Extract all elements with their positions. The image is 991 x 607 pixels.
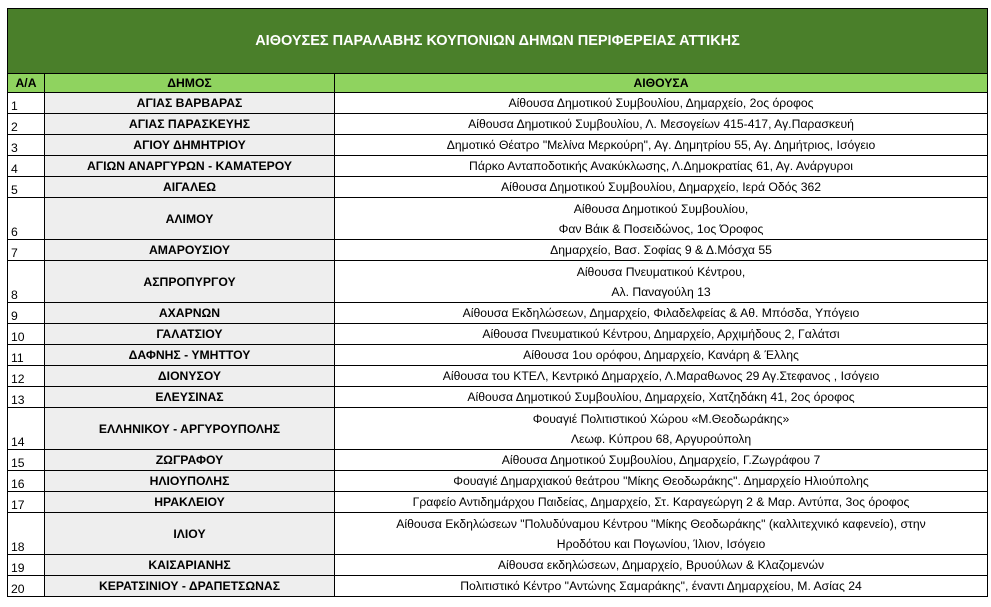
- table-row: [8, 324, 988, 345]
- table-row: [8, 471, 988, 492]
- aithousa-cell[interactable]: [335, 324, 988, 345]
- table-row: [8, 303, 988, 324]
- table-row: [8, 450, 988, 471]
- table-row: [8, 492, 988, 513]
- aithousa-cell[interactable]: [335, 576, 988, 597]
- aithousa-line: Αίθουσα Εκδηλώσεων, Δημαρχείο, Φιλαδελφείας & Αθ. Μπόσδα, Υπόγειο: [462, 306, 860, 320]
- row-number-cell[interactable]: 4: [8, 156, 45, 177]
- aithousa-cell[interactable]: [335, 492, 988, 513]
- dimos-cell[interactable]: ΓΑΛΑΤΣΙΟΥ: [45, 324, 335, 345]
- row-number-cell[interactable]: 19: [8, 555, 45, 576]
- aithousa-cell[interactable]: [335, 555, 988, 576]
- row-number-cell[interactable]: 1: [8, 93, 45, 114]
- aithousa-line: Αίθουσα 1ου ορόφου, Δημαρχείο, Κανάρη & Έλλης: [523, 348, 799, 362]
- column-header-dimos: ΔΗΜΟΣ: [45, 74, 335, 93]
- dimos-cell[interactable]: ΗΛΙΟΥΠΟΛΗΣ: [45, 471, 335, 492]
- row-number-cell[interactable]: 11: [8, 345, 45, 366]
- dimos-cell[interactable]: ΖΩΓΡΑΦΟΥ: [45, 450, 335, 471]
- column-header-aithousa: ΑΙΘΟΥΣΑ: [335, 74, 988, 93]
- dimos-cell[interactable]: ΑΙΓΑΛΕΩ: [45, 177, 335, 198]
- table-row: [8, 387, 988, 408]
- aithousa-line: Αίθουσα Δημοτικού Συμβουλίου, Δημαρχείο, 2ος όροφος: [508, 96, 814, 110]
- aithousa-line: Αίθουσα του ΚΤΕΛ, Κεντρικό Δημαρχείο, Λ.Μαραθωνος 29 Αγ.Στεφανος , Ισόγειο: [442, 369, 880, 383]
- dimos-cell[interactable]: ΑΓΙΟΥ ΔΗΜΗΤΡΙΟΥ: [45, 135, 335, 156]
- aithousa-cell[interactable]: [335, 114, 988, 135]
- aithousa-cell[interactable]: [335, 513, 988, 555]
- dimos-cell[interactable]: ΗΡΑΚΛΕΙΟΥ: [45, 492, 335, 513]
- row-number-cell[interactable]: 16: [8, 471, 45, 492]
- aithousa-cell[interactable]: [335, 471, 988, 492]
- aithousa-line: Αίθουσα Δημοτικού Συμβουλίου,: [573, 201, 749, 216]
- row-number-cell[interactable]: 13: [8, 387, 45, 408]
- row-number-cell[interactable]: 5: [8, 177, 45, 198]
- aithousa-cell[interactable]: [335, 450, 988, 471]
- dimos-cell[interactable]: ΔΙΟΝΥΣΟΥ: [45, 366, 335, 387]
- aithousa-line: Αίθουσα Δημοτικού Συμβουλίου, Δημαρχείο, Χατζηδάκη 41, 2ος όροφος: [467, 390, 855, 404]
- row-number-cell[interactable]: 2: [8, 114, 45, 135]
- aithousa-cell[interactable]: [335, 93, 988, 114]
- dimos-cell[interactable]: ΚΕΡΑΤΣΙΝΙΟΥ - ΔΡΑΠΕΤΣΩΝΑΣ: [45, 576, 335, 597]
- dimos-cell[interactable]: ΑΧΑΡΝΩΝ: [45, 303, 335, 324]
- aithousa-cell[interactable]: [335, 177, 988, 198]
- aithousa-line: Αίθουσα Πνευματικού Κέντρου,: [576, 264, 746, 279]
- aithousa-line: Πάρκο Ανταποδοτικής Ανακύκλωσης, Λ.Δημοκρατίας 61, Αγ. Ανάργυροι: [469, 159, 853, 173]
- aithousa-line: Δημαρχείο, Βασ. Σοφίας 9 & Δ.Μόσχα 55: [550, 243, 772, 257]
- row-number-cell[interactable]: 6: [8, 198, 45, 240]
- aithousa-cell[interactable]: [335, 240, 988, 261]
- aithousa-line: Αίθουσα Πνευματικού Κέντρου, Δημαρχείο, Αρχιμήδους 2, Γαλάτσι: [482, 327, 840, 341]
- table-row: [8, 198, 988, 240]
- aithousa-cell[interactable]: [335, 261, 988, 303]
- table-row: [8, 513, 988, 555]
- row-number-cell[interactable]: 20: [8, 576, 45, 597]
- table-row: [8, 345, 988, 366]
- table-row: [8, 114, 988, 135]
- table-row: [8, 555, 988, 576]
- dimos-cell[interactable]: ΔΑΦΝΗΣ - ΥΜΗΤΤΟΥ: [45, 345, 335, 366]
- aithousa-cell[interactable]: [335, 135, 988, 156]
- row-number-cell[interactable]: 14: [8, 408, 45, 450]
- aithousa-cell[interactable]: [335, 303, 988, 324]
- aithousa-cell[interactable]: [335, 345, 988, 366]
- aithousa-line: Λεωφ. Κύπρου 68, Αργυρούπολη: [570, 431, 752, 446]
- dimos-cell[interactable]: ΑΓΙΑΣ ΒΑΡΒΑΡΑΣ: [45, 93, 335, 114]
- table-row: [8, 177, 988, 198]
- table-row: [8, 366, 988, 387]
- table-body: [8, 93, 988, 597]
- aithousa-line: Πολιτιστικό Κέντρο "Αντώνης Σαμαράκης", έναντι Δημαρχείου, Μ. Ασίας 24: [460, 579, 862, 593]
- row-number-cell[interactable]: 9: [8, 303, 45, 324]
- aithousa-line: Φουαγιέ Δημαρχιακού θεάτρου "Μίκης Θεοδωράκης". Δημαρχείο Ηλιούπολης: [453, 474, 869, 488]
- dimos-cell[interactable]: ΕΛΕΥΣΙΝΑΣ: [45, 387, 335, 408]
- aithousa-line: Δημοτικό Θέατρο "Μελίνα Μερκούρη", Αγ. Δημητρίου 55, Αγ. Δημήτριος, Ισόγειο: [446, 138, 876, 152]
- aithousa-cell[interactable]: [335, 198, 988, 240]
- row-number-cell[interactable]: 8: [8, 261, 45, 303]
- aithousa-line: Φουαγιέ Πολιτιστικού Χώρου «Μ.Θεοδωράκης»: [532, 411, 790, 426]
- aithousa-cell[interactable]: [335, 408, 988, 450]
- table-row: [8, 135, 988, 156]
- row-number-cell[interactable]: 15: [8, 450, 45, 471]
- aithousa-line: Αίθουσα Εκδηλώσεων "Πολυδύναμου Κέντρου "Μίκης Θεοδωράκης" (καλλιτεχνικό καφενείο), στην: [396, 516, 926, 531]
- table-row: [8, 261, 988, 303]
- aithousa-line: Γραφείο Αντιδημάρχου Παιδείας, Δημαρχείο, Στ. Καραγεώργη 2 & Μαρ. Αντύπα, 3ος όροφος: [412, 495, 910, 509]
- dimos-cell[interactable]: ΑΓΙΑΣ ΠΑΡΑΣΚΕΥΗΣ: [45, 114, 335, 135]
- row-number-cell[interactable]: 18: [8, 513, 45, 555]
- aithousa-line: Αλ. Παναγούλη 13: [611, 284, 711, 299]
- row-number-cell[interactable]: 12: [8, 366, 45, 387]
- row-number-cell[interactable]: 17: [8, 492, 45, 513]
- aithousa-line: Φαν Βάικ & Ποσειδώνος, 1ος Όροφος: [558, 221, 764, 236]
- table-row: [8, 156, 988, 177]
- row-number-cell[interactable]: 7: [8, 240, 45, 261]
- aithousa-line: Ηροδότου και Πογωνίου, Ίλιον, Ισόγειο: [556, 536, 766, 551]
- dimos-cell[interactable]: ΑΜΑΡΟΥΣΙΟΥ: [45, 240, 335, 261]
- aithousa-line: Αίθουσα Δημοτικού Συμβουλίου, Δημαρχείο, Γ.Ζωγράφου 7: [501, 453, 821, 467]
- table-row: [8, 408, 988, 450]
- aithousa-cell[interactable]: [335, 387, 988, 408]
- table-row: [8, 93, 988, 114]
- aithousa-line: Αίθουσα Δημοτικού Συμβουλίου, Δημαρχείο, Ιερά Οδός 362: [501, 180, 822, 194]
- dimos-cell[interactable]: ΕΛΛΗΝΙΚΟΥ - ΑΡΓΥΡΟΥΠΟΛΗΣ: [45, 408, 335, 450]
- dimos-cell[interactable]: ΑΛΙΜΟΥ: [45, 198, 335, 240]
- table-title: ΑΙΘΟΥΣΕΣ ΠΑΡΑΛΑΒΗΣ ΚΟΥΠΟΝΙΩΝ ΔΗΜΩΝ ΠΕΡΙΦΕΡΕΙΑΣ ΑΤΤΙΚΗΣ: [8, 9, 988, 74]
- dimos-cell[interactable]: ΑΓΙΩΝ ΑΝΑΡΓΥΡΩΝ - ΚΑΜΑΤΕΡΟΥ: [45, 156, 335, 177]
- coupon-halls-table: [7, 8, 988, 597]
- aithousa-cell[interactable]: [335, 156, 988, 177]
- row-number-cell[interactable]: 10: [8, 324, 45, 345]
- dimos-cell[interactable]: ΑΣΠΡΟΠΥΡΓΟΥ: [45, 261, 335, 303]
- table-row: [8, 240, 988, 261]
- row-number-cell[interactable]: 3: [8, 135, 45, 156]
- column-header-aa: Α/Α: [8, 74, 45, 93]
- aithousa-line: Αίθουσα εκδηλώσεων, Δημαρχείο, Βρυούλων & Κλαζομενών: [497, 558, 825, 572]
- aithousa-line: Αίθουσα Δημοτικού Συμβουλίου, Λ. Μεσογείων 415-417, Αγ.Παρασκευή: [468, 117, 854, 131]
- dimos-cell[interactable]: ΙΛΙΟΥ: [45, 513, 335, 555]
- aithousa-cell[interactable]: [335, 366, 988, 387]
- table-row: [8, 576, 988, 597]
- dimos-cell[interactable]: ΚΑΙΣΑΡΙΑΝΗΣ: [45, 555, 335, 576]
